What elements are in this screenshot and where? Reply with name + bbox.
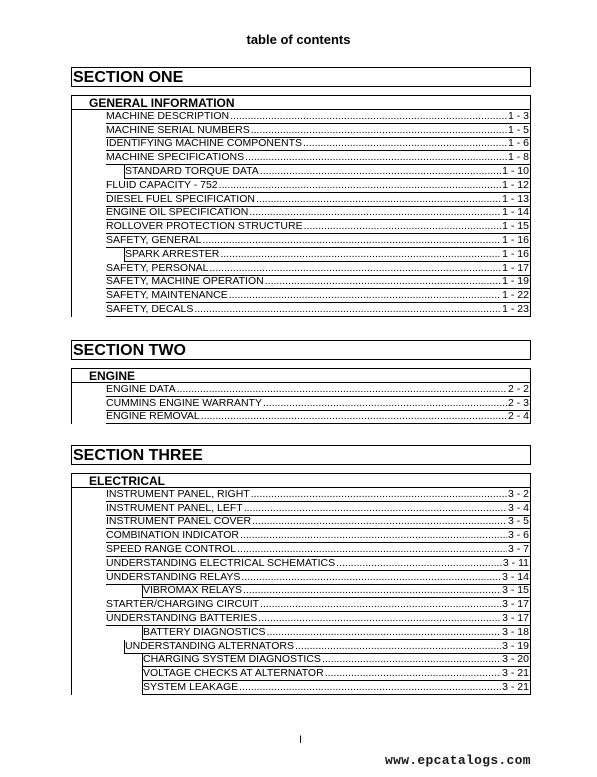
group-heading: ENGINE [72, 368, 531, 383]
dot-leader [210, 262, 502, 275]
toc-entry[interactable] [72, 138, 531, 152]
dot-leader [203, 234, 502, 247]
toc-entry-box [106, 138, 531, 152]
toc-entry-page: 1 - 16 [502, 247, 529, 260]
toc-entry-page: 3 - 19 [502, 639, 529, 652]
dot-leader [240, 529, 507, 542]
toc-entry-label: VIBROMAX RELAYS [143, 584, 243, 597]
toc-entry-box [106, 124, 531, 138]
group-heading: ELECTRICAL [72, 473, 531, 488]
toc-entry-label: CUMMINS ENGINE WARRANTY [106, 396, 262, 409]
section-heading: SECTION THREE [71, 445, 531, 465]
toc-entry-page: 3 - 21 [502, 667, 529, 680]
toc-entry-box [142, 681, 531, 695]
toc-entry-box [106, 110, 531, 124]
toc-entry-label: DIESEL FUEL SPECIFICATION [106, 192, 255, 205]
toc-entry-label: MACHINE SPECIFICATIONS [106, 151, 245, 164]
toc-entry-page: 1 - 15 [502, 220, 529, 233]
toc-entry-box [106, 529, 531, 543]
toc-entry-page: 1 - 13 [502, 192, 529, 205]
toc-entry-label: VOLTAGE CHECKS AT ALTERNATOR [143, 667, 324, 680]
toc-entry-label: UNDERSTANDING RELAYS [106, 570, 241, 583]
group-heading: GENERAL INFORMATION [72, 95, 531, 110]
toc-entry-box [124, 165, 531, 179]
toc-entry[interactable] [72, 598, 531, 612]
toc-entry[interactable] [72, 667, 531, 681]
toc-entry[interactable] [72, 529, 531, 543]
dot-leader [260, 165, 501, 178]
toc-entry-page: 3 - 17 [502, 611, 529, 624]
toc-entry-box [124, 640, 531, 654]
toc-entry-label: SAFETY, GENERAL [106, 233, 202, 246]
toc-entry[interactable] [72, 179, 531, 193]
toc-entry-box [106, 262, 531, 276]
toc-entry-page: 1 - 22 [502, 289, 529, 302]
toc-entry-page: 3 - 17 [502, 598, 529, 611]
dot-leader [267, 626, 502, 639]
toc-entry-page: 3 - 18 [502, 625, 529, 638]
toc-entry-page: 3 - 6 [507, 529, 529, 542]
toc-entry-box [106, 543, 531, 557]
toc-entry-box [106, 571, 531, 585]
toc-entry[interactable] [72, 151, 531, 165]
toc-entry[interactable] [72, 654, 531, 668]
toc-entry[interactable] [72, 585, 531, 599]
toc-entry-page: 1 - 19 [502, 275, 529, 288]
group-box [71, 368, 531, 424]
toc-entry-page: 1 - 12 [502, 178, 529, 191]
toc-entry[interactable] [72, 289, 531, 303]
toc-entry-box [124, 248, 531, 262]
toc-entry-label: CHARGING SYSTEM DIAGNOSTICS [143, 653, 321, 666]
dot-leader [260, 598, 501, 611]
toc-entry-page: 1 - 8 [507, 151, 529, 164]
toc-entry-label: SPEED RANGE CONTROL [106, 542, 237, 555]
dot-leader [251, 488, 507, 501]
toc-entry-box [106, 411, 531, 425]
toc-entry-page: 1 - 5 [507, 123, 529, 136]
toc-entry-box [106, 193, 531, 207]
toc-entry-label: ENGINE DATA [106, 382, 176, 395]
section-two [71, 340, 531, 424]
toc-entry[interactable] [72, 612, 531, 626]
toc-entry-box [106, 276, 531, 290]
toc-entry[interactable] [72, 165, 531, 179]
toc-entry-page: 3 - 21 [502, 680, 529, 693]
dot-leader [245, 151, 507, 164]
dot-leader [336, 557, 502, 570]
toc-entry[interactable] [72, 234, 531, 248]
dot-leader [177, 383, 507, 396]
toc-entry[interactable] [72, 220, 531, 234]
toc-entry[interactable] [72, 488, 531, 502]
toc-entries [72, 110, 531, 317]
toc-entry-label: SAFETY, PERSONAL [106, 261, 209, 274]
toc-entry-label: INSTRUMENT PANEL, RIGHT [106, 487, 250, 500]
dot-leader [249, 206, 501, 219]
toc-entry[interactable] [72, 397, 531, 411]
toc-entry-box [106, 397, 531, 411]
section-heading: SECTION ONE [71, 67, 531, 87]
dot-leader [256, 193, 501, 206]
dot-leader [239, 681, 501, 694]
dot-leader [220, 248, 501, 261]
dot-leader [194, 303, 501, 316]
toc-entry[interactable] [72, 640, 531, 654]
toc-entry-label: IDENTIFYING MACHINE COMPONENTS [106, 137, 303, 150]
toc-entry-page: 1 - 10 [502, 164, 529, 177]
toc-entry-box [142, 626, 531, 640]
page-number: I [299, 734, 303, 746]
toc-entry-box [106, 516, 531, 530]
toc-entry[interactable] [72, 681, 531, 695]
group-box [71, 95, 531, 317]
toc-entry-label: UNDERSTANDING ELECTRICAL SCHEMATICS [106, 556, 336, 569]
page-title: table of contents [246, 32, 351, 47]
toc-entry-page: 2 - 4 [507, 410, 529, 423]
toc-entry-box [106, 488, 531, 502]
toc-entry[interactable] [72, 110, 531, 124]
toc-entry-page: 3 - 2 [507, 487, 529, 500]
toc-entry-page: 1 - 17 [502, 261, 529, 274]
section-one [71, 67, 531, 317]
toc-entry-label: SYSTEM LEAKAGE [143, 680, 239, 693]
toc-entry-box [106, 303, 531, 317]
toc-entry-page: 1 - 3 [507, 109, 529, 122]
toc-entry[interactable] [72, 502, 531, 516]
toc-entry-page: 3 - 11 [502, 556, 529, 569]
section-three [71, 445, 531, 695]
toc-entry[interactable] [72, 193, 531, 207]
toc-entry-page: 2 - 2 [507, 382, 529, 395]
toc-entry[interactable] [72, 303, 531, 317]
toc-entry[interactable] [72, 543, 531, 557]
toc-entry-label: INSTRUMENT PANEL, LEFT [106, 501, 243, 514]
toc-entry-page: 3 - 14 [502, 570, 529, 583]
dot-leader [325, 667, 501, 680]
toc-entry-label: UNDERSTANDING ALTERNATORS [125, 639, 294, 652]
toc-entry-label: ENGINE OIL SPECIFICATION [106, 206, 249, 219]
dot-leader [229, 289, 501, 302]
toc-entry-label: STARTER/CHARGING CIRCUIT [106, 598, 260, 611]
toc-entry-page: 3 - 5 [507, 515, 529, 528]
toc-entry-box [106, 557, 531, 571]
dot-leader [258, 612, 501, 625]
toc-entry[interactable] [72, 626, 531, 640]
toc-entry-label: COMBINATION INDICATOR [106, 529, 240, 542]
toc-entry[interactable] [72, 571, 531, 585]
toc-entry-box [106, 179, 531, 193]
toc-entry-page: 3 - 15 [502, 584, 529, 597]
toc-entry-box [106, 151, 531, 165]
toc-entry[interactable] [72, 248, 531, 262]
toc-entry-page: 3 - 7 [507, 542, 529, 555]
dot-leader [201, 410, 507, 423]
toc-entry-box [106, 502, 531, 516]
toc-entry-label: ROLLOVER PROTECTION STRUCTURE [106, 220, 303, 233]
dot-leader [304, 220, 502, 233]
toc-entry-box [142, 667, 531, 681]
toc-entry[interactable] [72, 557, 531, 571]
toc-entry-box [106, 598, 531, 612]
toc-entry[interactable] [72, 516, 531, 530]
toc-entry-box [106, 234, 531, 248]
toc-entry-label: MACHINE SERIAL NUMBERS [106, 123, 250, 136]
dot-leader [244, 502, 507, 515]
toc-entry-page: 2 - 3 [507, 396, 529, 409]
toc-entry-box [106, 289, 531, 303]
dot-leader [230, 110, 507, 123]
toc-entry[interactable] [72, 411, 531, 425]
dot-leader [241, 571, 501, 584]
toc-entry[interactable] [72, 276, 531, 290]
toc-entry-page: 1 - 6 [507, 137, 529, 150]
toc-entry[interactable] [72, 383, 531, 397]
group-box [71, 473, 531, 695]
dot-leader [265, 275, 501, 288]
dot-leader [237, 543, 507, 556]
toc-entry-page: 3 - 4 [507, 501, 529, 514]
toc-entry-page: 1 - 14 [502, 206, 529, 219]
toc-entry-label: SAFETY, MACHINE OPERATION [106, 275, 264, 288]
dot-leader [295, 640, 501, 653]
toc-entry-box [106, 207, 531, 221]
toc-entry-page: 1 - 23 [502, 302, 529, 315]
dot-leader [252, 515, 507, 528]
section-heading: SECTION TWO [71, 340, 531, 360]
toc-entry-label: INSTRUMENT PANEL COVER [106, 515, 252, 528]
toc-entry-label: STANDARD TORQUE DATA [125, 164, 259, 177]
toc-entry-label: ENGINE REMOVAL [106, 410, 200, 423]
dot-leader [243, 584, 501, 597]
toc-entries [72, 488, 531, 695]
toc-entry-label: MACHINE DESCRIPTION [106, 109, 230, 122]
toc-entry-box [106, 220, 531, 234]
toc-entry-page: 1 - 16 [502, 233, 529, 246]
toc-entry-box [142, 585, 531, 599]
toc-entry-page: 3 - 20 [502, 653, 529, 666]
toc-entry[interactable] [72, 207, 531, 221]
dot-leader [263, 397, 507, 410]
footer-url[interactable]: www.epcatalogs.com [385, 753, 531, 768]
toc-entry-label: FLUID CAPACITY - 752 [106, 178, 218, 191]
toc-entry-label: SAFETY, DECALS [106, 302, 194, 315]
toc-entries [72, 383, 531, 424]
dot-leader [251, 124, 507, 137]
dot-leader [322, 653, 501, 666]
dot-leader [219, 179, 501, 192]
toc-entry[interactable] [72, 124, 531, 138]
dot-leader [303, 137, 507, 150]
toc-entry-box [142, 654, 531, 668]
toc-entry-label: SPARK ARRESTER [125, 247, 220, 260]
toc-entry-box [106, 383, 531, 397]
toc-entry-label: BATTERY DIAGNOSTICS [143, 625, 266, 638]
toc-entry[interactable] [72, 262, 531, 276]
toc-entry-label: UNDERSTANDING BATTERIES [106, 611, 258, 624]
toc-entry-label: SAFETY, MAINTENANCE [106, 289, 228, 302]
toc-entry-box [106, 612, 531, 626]
